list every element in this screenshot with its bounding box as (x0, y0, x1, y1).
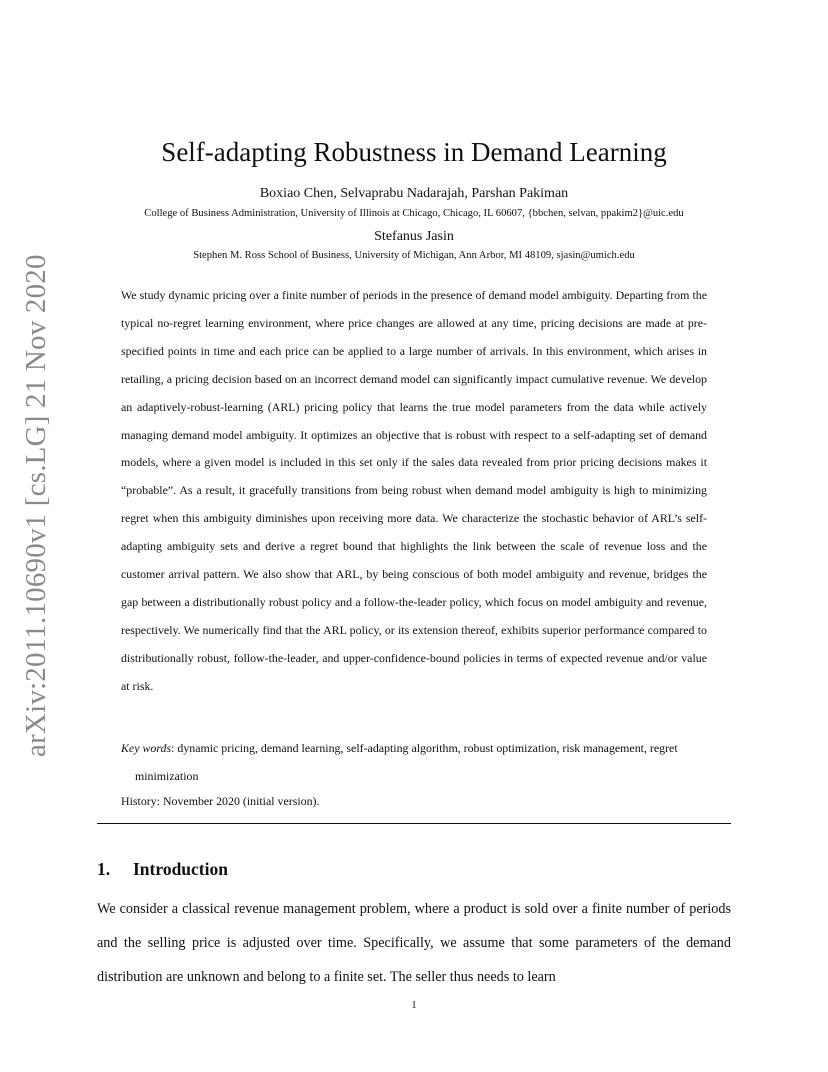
authors-line-1: Boxiao Chen, Selvaprabu Nadarajah, Parshan Pakiman (259, 186, 569, 201)
arxiv-identifier: arXiv:2011.10690v1 [cs.LG] 21 Nov 2020 (20, 254, 52, 757)
affiliation-2: Stephen M. Ross School of Business, University of Michigan, Ann Arbor, MI 48109, sjasin@umich.edu (193, 250, 635, 261)
section-heading (97, 856, 228, 882)
keywords-colon: : (171, 741, 178, 755)
intro-paragraph: We consider a classical revenue management problem, where a product is sold over a finite number of periods and the selling price is adjusted over time. Specifically, we assume that some parameters of the demand distribution are unknown and belong to a finite set. The seller thus needs to learn (97, 901, 731, 985)
paper-title: Self-adapting Robustness in Demand Learning (161, 137, 667, 167)
authors-line-2: Stefanus Jasin (374, 229, 454, 244)
affiliation-1: College of Business Administration, University of Illinois at Chicago, Chicago, IL 60607, {bbchen, selvan, ppakim2}@uic.edu (144, 208, 684, 219)
section-divider (97, 823, 731, 824)
abstract-text: We study dynamic pricing over a finite number of periods in the presence of demand model ambiguity. Departing from the typical no-regret learning environment, where price changes are allowed at any time, pricing decisions are made at pre-specified points in time and each price can be applied to a large number of arrivals. In this environment, which arises in retailing, a pricing decision based on an incorrect demand model can significantly impact cumulative revenue. We develop an adaptively-robust-learning (ARL) pricing policy that learns the true model parameters from the data while actively managing demand model ambiguity. It optimizes an objective that is robust with respect to a self-adapting set of demand models, where a given model is included in this set only if the sales data revealed from prior pricing decisions makes it “probable”. As a result, it gracefully transitions from being robust when demand model ambiguity is high to minimizing regret when this ambiguity diminishes upon receiving more data. We characterize the stochastic behavior of ARL’s self-adapting ambiguity sets and derive a regret bound that highlights the link between the scale of revenue loss and the customer arrival pattern. We also show that ARL, by being conscious of both model ambiguity and revenue, bridges the gap between a distributionally robust policy and a follow-the-leader policy, which focus on model ambiguity and revenue, respectively. We numerically find that the ARL policy, or its extension thereof, exhibits superior performance compared to distributionally robust, follow-the-leader, and upper-confidence-bound policies in terms of expected revenue and/or value at risk. (121, 288, 707, 693)
keywords-label: Key words (121, 741, 172, 755)
section-title: Introduction (133, 859, 228, 879)
section-number: 1. (97, 859, 111, 879)
keywords-text: dynamic pricing, demand learning, self-adapting algorithm, robust optimization, risk management, regret minimization (135, 741, 678, 783)
page-number: 1 (411, 1000, 417, 1011)
keywords (121, 735, 707, 790)
history-note: History: November 2020 (initial version). (121, 794, 320, 808)
